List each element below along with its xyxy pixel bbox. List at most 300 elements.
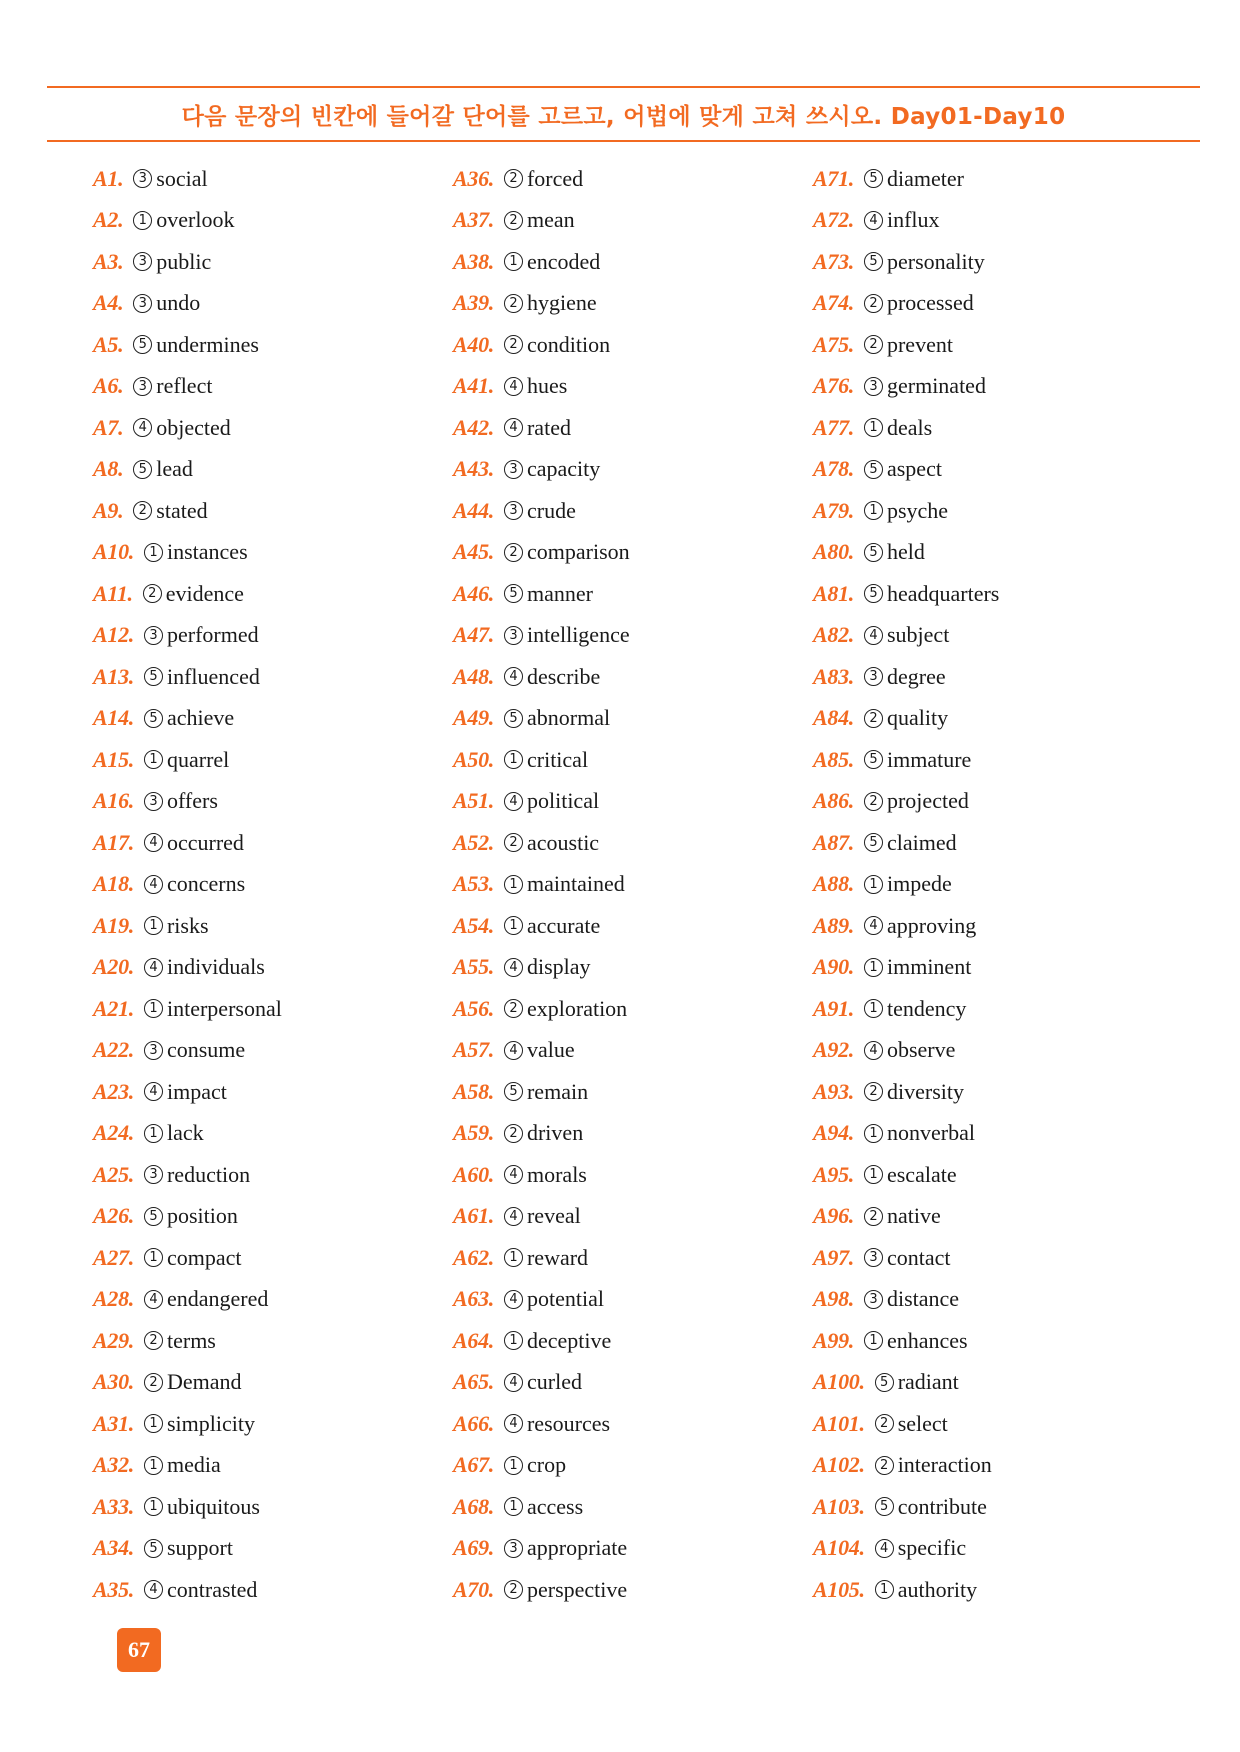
answer-item [813, 905, 1173, 947]
answer-word: access [526, 1493, 584, 1519]
answer-item [453, 864, 813, 906]
answer-word: enhances [886, 1327, 968, 1353]
answer-item [813, 283, 1173, 325]
answer-word: objected [156, 414, 231, 440]
answer-word: achieve [166, 705, 235, 731]
choice-number: 2 [864, 792, 883, 811]
choice-number: 3 [144, 1165, 163, 1184]
answer-item [813, 449, 1173, 491]
choice-number: 4 [864, 626, 883, 645]
choice-number: 5 [144, 1539, 163, 1558]
answer-word: lead [156, 456, 193, 482]
answer-number: A71. [813, 165, 854, 191]
answer-word: terms [166, 1327, 216, 1353]
answer-word: influenced [166, 663, 260, 689]
answer-number: A92. [813, 1037, 854, 1063]
answer-number: A65. [453, 1369, 494, 1395]
answer-word: approving [886, 912, 977, 938]
answer-word: critical [526, 746, 589, 772]
answer-item [93, 532, 453, 574]
choice-number: 2 [504, 335, 523, 354]
answer-word: headquarters [886, 580, 1000, 606]
choice-number: 1 [864, 501, 883, 520]
answer-number: A87. [813, 829, 854, 855]
choice-number: 3 [133, 169, 152, 188]
choice-number: 1 [144, 1124, 163, 1143]
answer-number: A60. [453, 1161, 494, 1187]
answer-number: A73. [813, 248, 854, 274]
answer-item [93, 200, 453, 242]
answer-number: A70. [453, 1576, 494, 1602]
answer-word: intelligence [526, 622, 630, 648]
answer-item [813, 1279, 1173, 1321]
answer-item [93, 698, 453, 740]
choice-number: 1 [504, 252, 523, 271]
choice-number: 4 [144, 1290, 163, 1309]
choice-number: 5 [875, 1497, 894, 1516]
answer-word: interaction [897, 1452, 992, 1478]
answer-number: A98. [813, 1286, 854, 1312]
answer-number: A4. [93, 290, 124, 316]
answer-item [813, 1154, 1173, 1196]
choice-number: 1 [144, 1248, 163, 1267]
answer-word: abnormal [526, 705, 611, 731]
answer-number: A96. [813, 1203, 854, 1229]
answer-word: diameter [886, 165, 964, 191]
answer-item [93, 1196, 453, 1238]
choice-number: 4 [504, 418, 523, 437]
answer-number: A101. [813, 1410, 865, 1436]
answer-item [93, 822, 453, 864]
answer-number: A100. [813, 1369, 865, 1395]
answer-number: A50. [453, 746, 494, 772]
answer-item [453, 1320, 813, 1362]
answer-word: hues [526, 373, 568, 399]
answer-item [813, 1569, 1173, 1611]
choice-number: 1 [864, 1165, 883, 1184]
answer-item [93, 1528, 453, 1570]
answer-word: encoded [526, 248, 601, 274]
answer-word: accurate [526, 912, 601, 938]
answer-word: remain [526, 1078, 589, 1104]
answer-word: comparison [526, 539, 630, 565]
answer-number: A90. [813, 954, 854, 980]
answer-word: ubiquitous [166, 1493, 260, 1519]
answer-word: diversity [886, 1078, 964, 1104]
answer-item [93, 905, 453, 947]
answer-word: contribute [897, 1493, 987, 1519]
choice-number: 2 [864, 294, 883, 313]
choice-number: 5 [864, 252, 883, 271]
answer-word: social [156, 165, 208, 191]
answer-number: A53. [453, 871, 494, 897]
choice-number: 1 [864, 999, 883, 1018]
answer-number: A81. [813, 580, 854, 606]
answer-column-1 [93, 158, 453, 1611]
answer-item [453, 1403, 813, 1445]
choice-number: 3 [504, 501, 523, 520]
answer-number: A29. [93, 1327, 134, 1353]
answer-word: support [166, 1535, 233, 1561]
answer-word: reduction [166, 1161, 251, 1187]
answer-item [93, 449, 453, 491]
answer-item [813, 1196, 1173, 1238]
answer-number: A3. [93, 248, 124, 274]
answer-word: prevent [886, 331, 953, 357]
answer-word: forced [526, 165, 584, 191]
page-header [47, 86, 1200, 142]
answer-word: reveal [526, 1203, 581, 1229]
answer-item [453, 988, 813, 1030]
answer-word: interpersonal [166, 995, 282, 1021]
answer-word: contact [886, 1244, 951, 1270]
answer-number: A42. [453, 414, 494, 440]
answer-item [93, 864, 453, 906]
answer-word: simplicity [166, 1410, 255, 1436]
choice-number: 3 [504, 460, 523, 479]
answer-number: A85. [813, 746, 854, 772]
answer-word: morals [526, 1161, 587, 1187]
answer-item [453, 905, 813, 947]
answer-key [93, 158, 1203, 1611]
answer-number: A104. [813, 1535, 865, 1561]
choice-number: 2 [504, 211, 523, 230]
answer-number: A14. [93, 705, 134, 731]
answer-word: mean [526, 207, 575, 233]
choice-number: 1 [504, 916, 523, 935]
answer-item [453, 1279, 813, 1321]
choice-number: 2 [143, 584, 162, 603]
answer-item [453, 1362, 813, 1404]
choice-number: 5 [864, 833, 883, 852]
answer-number: A15. [93, 746, 134, 772]
choice-number: 1 [144, 1497, 163, 1516]
answer-number: A102. [813, 1452, 865, 1478]
choice-number: 2 [133, 501, 152, 520]
answer-item [93, 1154, 453, 1196]
choice-number: 4 [133, 418, 152, 437]
answer-number: A22. [93, 1037, 134, 1063]
choice-number: 2 [144, 1373, 163, 1392]
answer-word: observe [886, 1037, 956, 1063]
choice-number: 1 [144, 543, 163, 562]
answer-number: A11. [93, 580, 133, 606]
answer-number: A2. [93, 207, 124, 233]
answer-number: A66. [453, 1410, 494, 1436]
answer-item [813, 158, 1173, 200]
answer-item [453, 1071, 813, 1113]
answer-number: A34. [93, 1535, 134, 1561]
choice-number: 5 [864, 543, 883, 562]
answer-item [453, 1569, 813, 1611]
choice-number: 3 [864, 1290, 883, 1309]
answer-word: rated [526, 414, 571, 440]
answer-item [813, 532, 1173, 574]
answer-word: performed [166, 622, 259, 648]
answer-item [813, 1320, 1173, 1362]
answer-word: endangered [166, 1286, 269, 1312]
answer-number: A8. [93, 456, 124, 482]
choice-number: 5 [133, 460, 152, 479]
choice-number: 4 [144, 833, 163, 852]
choice-number: 1 [864, 418, 883, 437]
answer-item [453, 324, 813, 366]
choice-number: 2 [504, 1580, 523, 1599]
answer-word: native [886, 1203, 941, 1229]
answer-word: media [166, 1452, 221, 1478]
answer-item [93, 615, 453, 657]
choice-number: 5 [504, 709, 523, 728]
answer-word: reward [526, 1244, 589, 1270]
choice-number: 2 [875, 1456, 894, 1475]
choice-number: 5 [133, 335, 152, 354]
answer-number: A68. [453, 1493, 494, 1519]
answer-number: A6. [93, 373, 124, 399]
answer-number: A78. [813, 456, 854, 482]
answer-item [453, 407, 813, 449]
answer-number: A77. [813, 414, 854, 440]
answer-item [93, 366, 453, 408]
answer-number: A52. [453, 829, 494, 855]
choice-number: 3 [864, 377, 883, 396]
answer-word: position [166, 1203, 238, 1229]
answer-word: crude [526, 497, 576, 523]
answer-number: A79. [813, 497, 854, 523]
answer-item [813, 1403, 1173, 1445]
answer-number: A30. [93, 1369, 134, 1395]
answer-word: aspect [886, 456, 942, 482]
choice-number: 4 [144, 958, 163, 977]
choice-number: 2 [875, 1414, 894, 1433]
answer-number: A19. [93, 912, 134, 938]
answer-word: deceptive [526, 1327, 612, 1353]
answer-word: immature [886, 746, 972, 772]
answer-item [453, 490, 813, 532]
answer-number: A12. [93, 622, 134, 648]
answer-word: nonverbal [886, 1120, 975, 1146]
choice-number: 1 [504, 1248, 523, 1267]
choice-number: 5 [864, 460, 883, 479]
choice-number: 1 [504, 750, 523, 769]
answer-number: A10. [93, 539, 134, 565]
choice-number: 1 [144, 999, 163, 1018]
answer-item [453, 656, 813, 698]
answer-item [93, 988, 453, 1030]
choice-number: 2 [864, 335, 883, 354]
choice-number: 2 [144, 1331, 163, 1350]
choice-number: 5 [864, 169, 883, 188]
answer-number: A54. [453, 912, 494, 938]
answer-word: undermines [156, 331, 259, 357]
choice-number: 3 [144, 792, 163, 811]
answer-number: A103. [813, 1493, 865, 1519]
answer-item [813, 988, 1173, 1030]
answer-number: A18. [93, 871, 134, 897]
answer-item [453, 1445, 813, 1487]
answer-number: A35. [93, 1576, 134, 1602]
choice-number: 4 [864, 1041, 883, 1060]
choice-number: 5 [144, 1207, 163, 1226]
answer-word: consume [166, 1037, 246, 1063]
choice-number: 5 [504, 1082, 523, 1101]
answer-word: select [897, 1410, 948, 1436]
answer-item [93, 158, 453, 200]
answer-word: public [156, 248, 212, 274]
answer-item [93, 1403, 453, 1445]
choice-number: 1 [504, 1497, 523, 1516]
answer-item [93, 947, 453, 989]
choice-number: 1 [144, 1456, 163, 1475]
choice-number: 5 [504, 584, 523, 603]
answer-word: hygiene [526, 290, 597, 316]
answer-word: germinated [886, 373, 986, 399]
answer-item [453, 241, 813, 283]
answer-item [453, 573, 813, 615]
choice-number: 3 [864, 667, 883, 686]
answer-item [453, 1030, 813, 1072]
answer-number: A64. [453, 1327, 494, 1353]
answer-word: individuals [166, 954, 265, 980]
answer-number: A28. [93, 1286, 134, 1312]
answer-word: political [526, 788, 600, 814]
choice-number: 2 [504, 169, 523, 188]
answer-word: deals [886, 414, 933, 440]
answer-item [813, 407, 1173, 449]
answer-word: Demand [166, 1369, 242, 1395]
choice-number: 5 [864, 750, 883, 769]
answer-item [93, 656, 453, 698]
choice-number: 1 [864, 1331, 883, 1350]
answer-word: radiant [897, 1369, 959, 1395]
answer-number: A13. [93, 663, 134, 689]
choice-number: 4 [504, 1290, 523, 1309]
answer-number: A38. [453, 248, 494, 274]
choice-number: 3 [504, 1539, 523, 1558]
answer-item [93, 1071, 453, 1113]
answer-word: offers [166, 788, 218, 814]
answer-item [813, 739, 1173, 781]
answer-item [813, 615, 1173, 657]
answer-word: influx [886, 207, 940, 233]
answer-word: subject [886, 622, 950, 648]
answer-item [453, 1486, 813, 1528]
answer-word: resources [526, 1410, 611, 1436]
choice-number: 5 [144, 667, 163, 686]
answer-item [813, 324, 1173, 366]
answer-word: display [526, 954, 591, 980]
choice-number: 4 [504, 377, 523, 396]
answer-item [93, 1445, 453, 1487]
choice-number: 1 [504, 1331, 523, 1350]
answer-item [813, 698, 1173, 740]
answer-item [453, 1113, 813, 1155]
answer-item [453, 1528, 813, 1570]
answer-item [93, 241, 453, 283]
choice-number: 1 [144, 916, 163, 935]
answer-item [813, 1486, 1173, 1528]
answer-number: A24. [93, 1120, 134, 1146]
answer-number: A39. [453, 290, 494, 316]
answer-word: distance [886, 1286, 960, 1312]
answer-word: compact [166, 1244, 242, 1270]
answer-word: value [526, 1037, 575, 1063]
answer-word: appropriate [526, 1535, 628, 1561]
answer-word: perspective [526, 1576, 628, 1602]
answer-word: contrasted [166, 1576, 258, 1602]
answer-word: impact [166, 1078, 227, 1104]
answer-word: curled [526, 1369, 582, 1395]
choice-number: 4 [144, 1580, 163, 1599]
answer-item [93, 1030, 453, 1072]
answer-number: A88. [813, 871, 854, 897]
choice-number: 3 [504, 626, 523, 645]
answer-number: A37. [453, 207, 494, 233]
answer-column-3 [813, 158, 1173, 1611]
answer-item [93, 573, 453, 615]
choice-number: 3 [144, 626, 163, 645]
answer-item [453, 366, 813, 408]
choice-number: 4 [504, 1207, 523, 1226]
answer-word: potential [526, 1286, 604, 1312]
answer-word: acoustic [526, 829, 600, 855]
answer-word: quarrel [166, 746, 230, 772]
answer-item [453, 781, 813, 823]
choice-number: 2 [504, 833, 523, 852]
answer-item [813, 241, 1173, 283]
answer-number: A83. [813, 663, 854, 689]
answer-number: A47. [453, 622, 494, 648]
answer-number: A75. [813, 331, 854, 357]
answer-item [453, 822, 813, 864]
answer-number: A40. [453, 331, 494, 357]
answer-word: authority [897, 1576, 978, 1602]
answer-item [453, 947, 813, 989]
answer-number: A86. [813, 788, 854, 814]
answer-item [93, 324, 453, 366]
answer-number: A63. [453, 1286, 494, 1312]
answer-word: psyche [886, 497, 949, 523]
choice-number: 4 [144, 875, 163, 894]
answer-word: imminent [886, 954, 972, 980]
answer-number: A56. [453, 995, 494, 1021]
choice-number: 3 [864, 1248, 883, 1267]
choice-number: 1 [875, 1580, 894, 1599]
answer-word: impede [886, 871, 952, 897]
answer-number: A46. [453, 580, 494, 606]
choice-number: 4 [504, 1414, 523, 1433]
answer-word: exploration [526, 995, 628, 1021]
answer-number: A93. [813, 1078, 854, 1104]
choice-number: 2 [864, 1082, 883, 1101]
answer-word: specific [897, 1535, 967, 1561]
answer-number: A49. [453, 705, 494, 731]
answer-number: A27. [93, 1244, 134, 1270]
answer-number: A5. [93, 331, 124, 357]
choice-number: 2 [864, 709, 883, 728]
answer-item [93, 1362, 453, 1404]
answer-number: A55. [453, 954, 494, 980]
answer-item [453, 615, 813, 657]
answer-number: A69. [453, 1535, 494, 1561]
choice-number: 5 [144, 709, 163, 728]
answer-item [93, 1320, 453, 1362]
choice-number: 2 [504, 999, 523, 1018]
answer-number: A61. [453, 1203, 494, 1229]
answer-number: A72. [813, 207, 854, 233]
answer-number: A45. [453, 539, 494, 565]
answer-item [453, 449, 813, 491]
answer-number: A99. [813, 1327, 854, 1353]
